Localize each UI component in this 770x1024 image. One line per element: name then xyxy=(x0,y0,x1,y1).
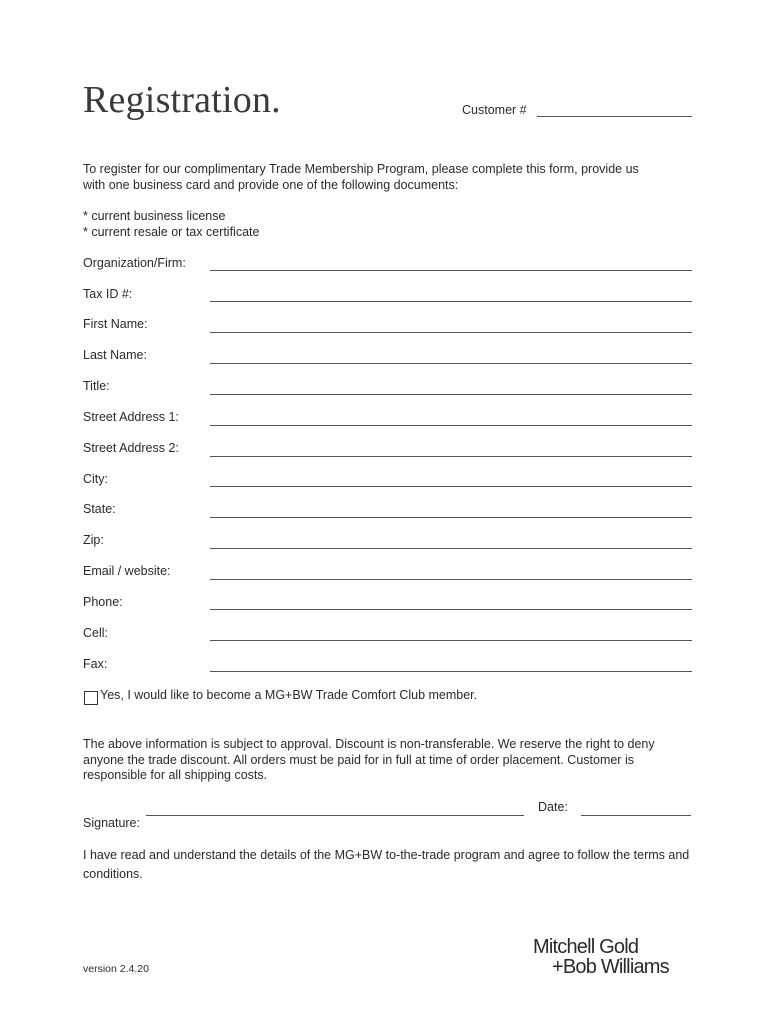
logo-line: Mitchell Gold xyxy=(533,936,639,958)
brand-logo xyxy=(520,937,692,977)
intro-line: with one business card and provide one of the following documents: xyxy=(83,177,459,192)
street-address-1-label: Street Address 1: xyxy=(83,410,179,424)
email-website-field[interactable] xyxy=(210,579,692,580)
list-item: * current business license xyxy=(83,209,226,223)
first-name-label: First Name: xyxy=(83,317,148,331)
tax-id-label: Tax ID #: xyxy=(83,287,133,301)
notice-line: responsible for all shipping costs. xyxy=(83,768,268,782)
club-membership-label: Yes, I would like to become a MG+BW Trade Comfort Club member. xyxy=(100,688,478,702)
date-field[interactable] xyxy=(581,815,691,816)
customer-number-label: Customer # xyxy=(462,103,527,117)
phone-field[interactable] xyxy=(210,609,692,610)
fax-label: Fax: xyxy=(83,657,108,671)
customer-number-field[interactable] xyxy=(537,116,692,117)
email-website-label: Email / website: xyxy=(83,564,171,578)
date-label: Date: xyxy=(538,800,568,814)
notice-line: The above information is subject to approval. Discount is non-transferable. We reserve the right to deny xyxy=(83,737,655,751)
city-label: City: xyxy=(83,472,108,486)
intro-text xyxy=(83,162,683,193)
list-item: * current resale or tax certificate xyxy=(83,225,260,239)
agreement-text xyxy=(83,846,703,884)
agreement-line: I have read and understand the details of the MG+BW to-the-trade program and agree to follow the terms and xyxy=(83,848,690,862)
title-field[interactable] xyxy=(210,394,692,395)
street-address-1-field[interactable] xyxy=(210,425,692,426)
title-label: Title: xyxy=(83,379,110,393)
intro-line: To register for our complimentary Trade Membership Program, please complete this form, provide us xyxy=(83,162,639,176)
zip-label: Zip: xyxy=(83,533,104,547)
phone-label: Phone: xyxy=(83,595,123,609)
cell-field[interactable] xyxy=(210,640,692,641)
agreement-line: conditions. xyxy=(83,867,143,881)
state-field[interactable] xyxy=(210,517,692,518)
last-name-label: Last Name: xyxy=(83,348,147,362)
page-title: Registration. xyxy=(83,79,281,121)
approval-notice xyxy=(83,737,683,784)
street-address-2-label: Street Address 2: xyxy=(83,441,179,455)
club-membership-checkbox[interactable] xyxy=(84,691,98,705)
first-name-field[interactable] xyxy=(210,332,692,333)
signature-label: Signature: xyxy=(83,816,140,830)
last-name-field[interactable] xyxy=(210,363,692,364)
tax-id-field[interactable] xyxy=(210,301,692,302)
fax-field[interactable] xyxy=(210,671,692,672)
zip-field[interactable] xyxy=(210,548,692,549)
city-field[interactable] xyxy=(210,486,692,487)
version-label: version 2.4.20 xyxy=(83,963,149,975)
cell-label: Cell: xyxy=(83,626,109,640)
logo-line: +Bob Williams xyxy=(552,956,669,978)
street-address-2-field[interactable] xyxy=(210,456,692,457)
signature-field[interactable] xyxy=(146,815,524,816)
notice-line: anyone the trade discount. All orders must be paid for in full at time of order placement. Customer is xyxy=(83,752,634,767)
organization-field[interactable] xyxy=(210,270,692,271)
organization-label: Organization/Firm: xyxy=(83,256,186,270)
required-documents-list xyxy=(83,208,259,240)
state-label: State: xyxy=(83,502,116,516)
